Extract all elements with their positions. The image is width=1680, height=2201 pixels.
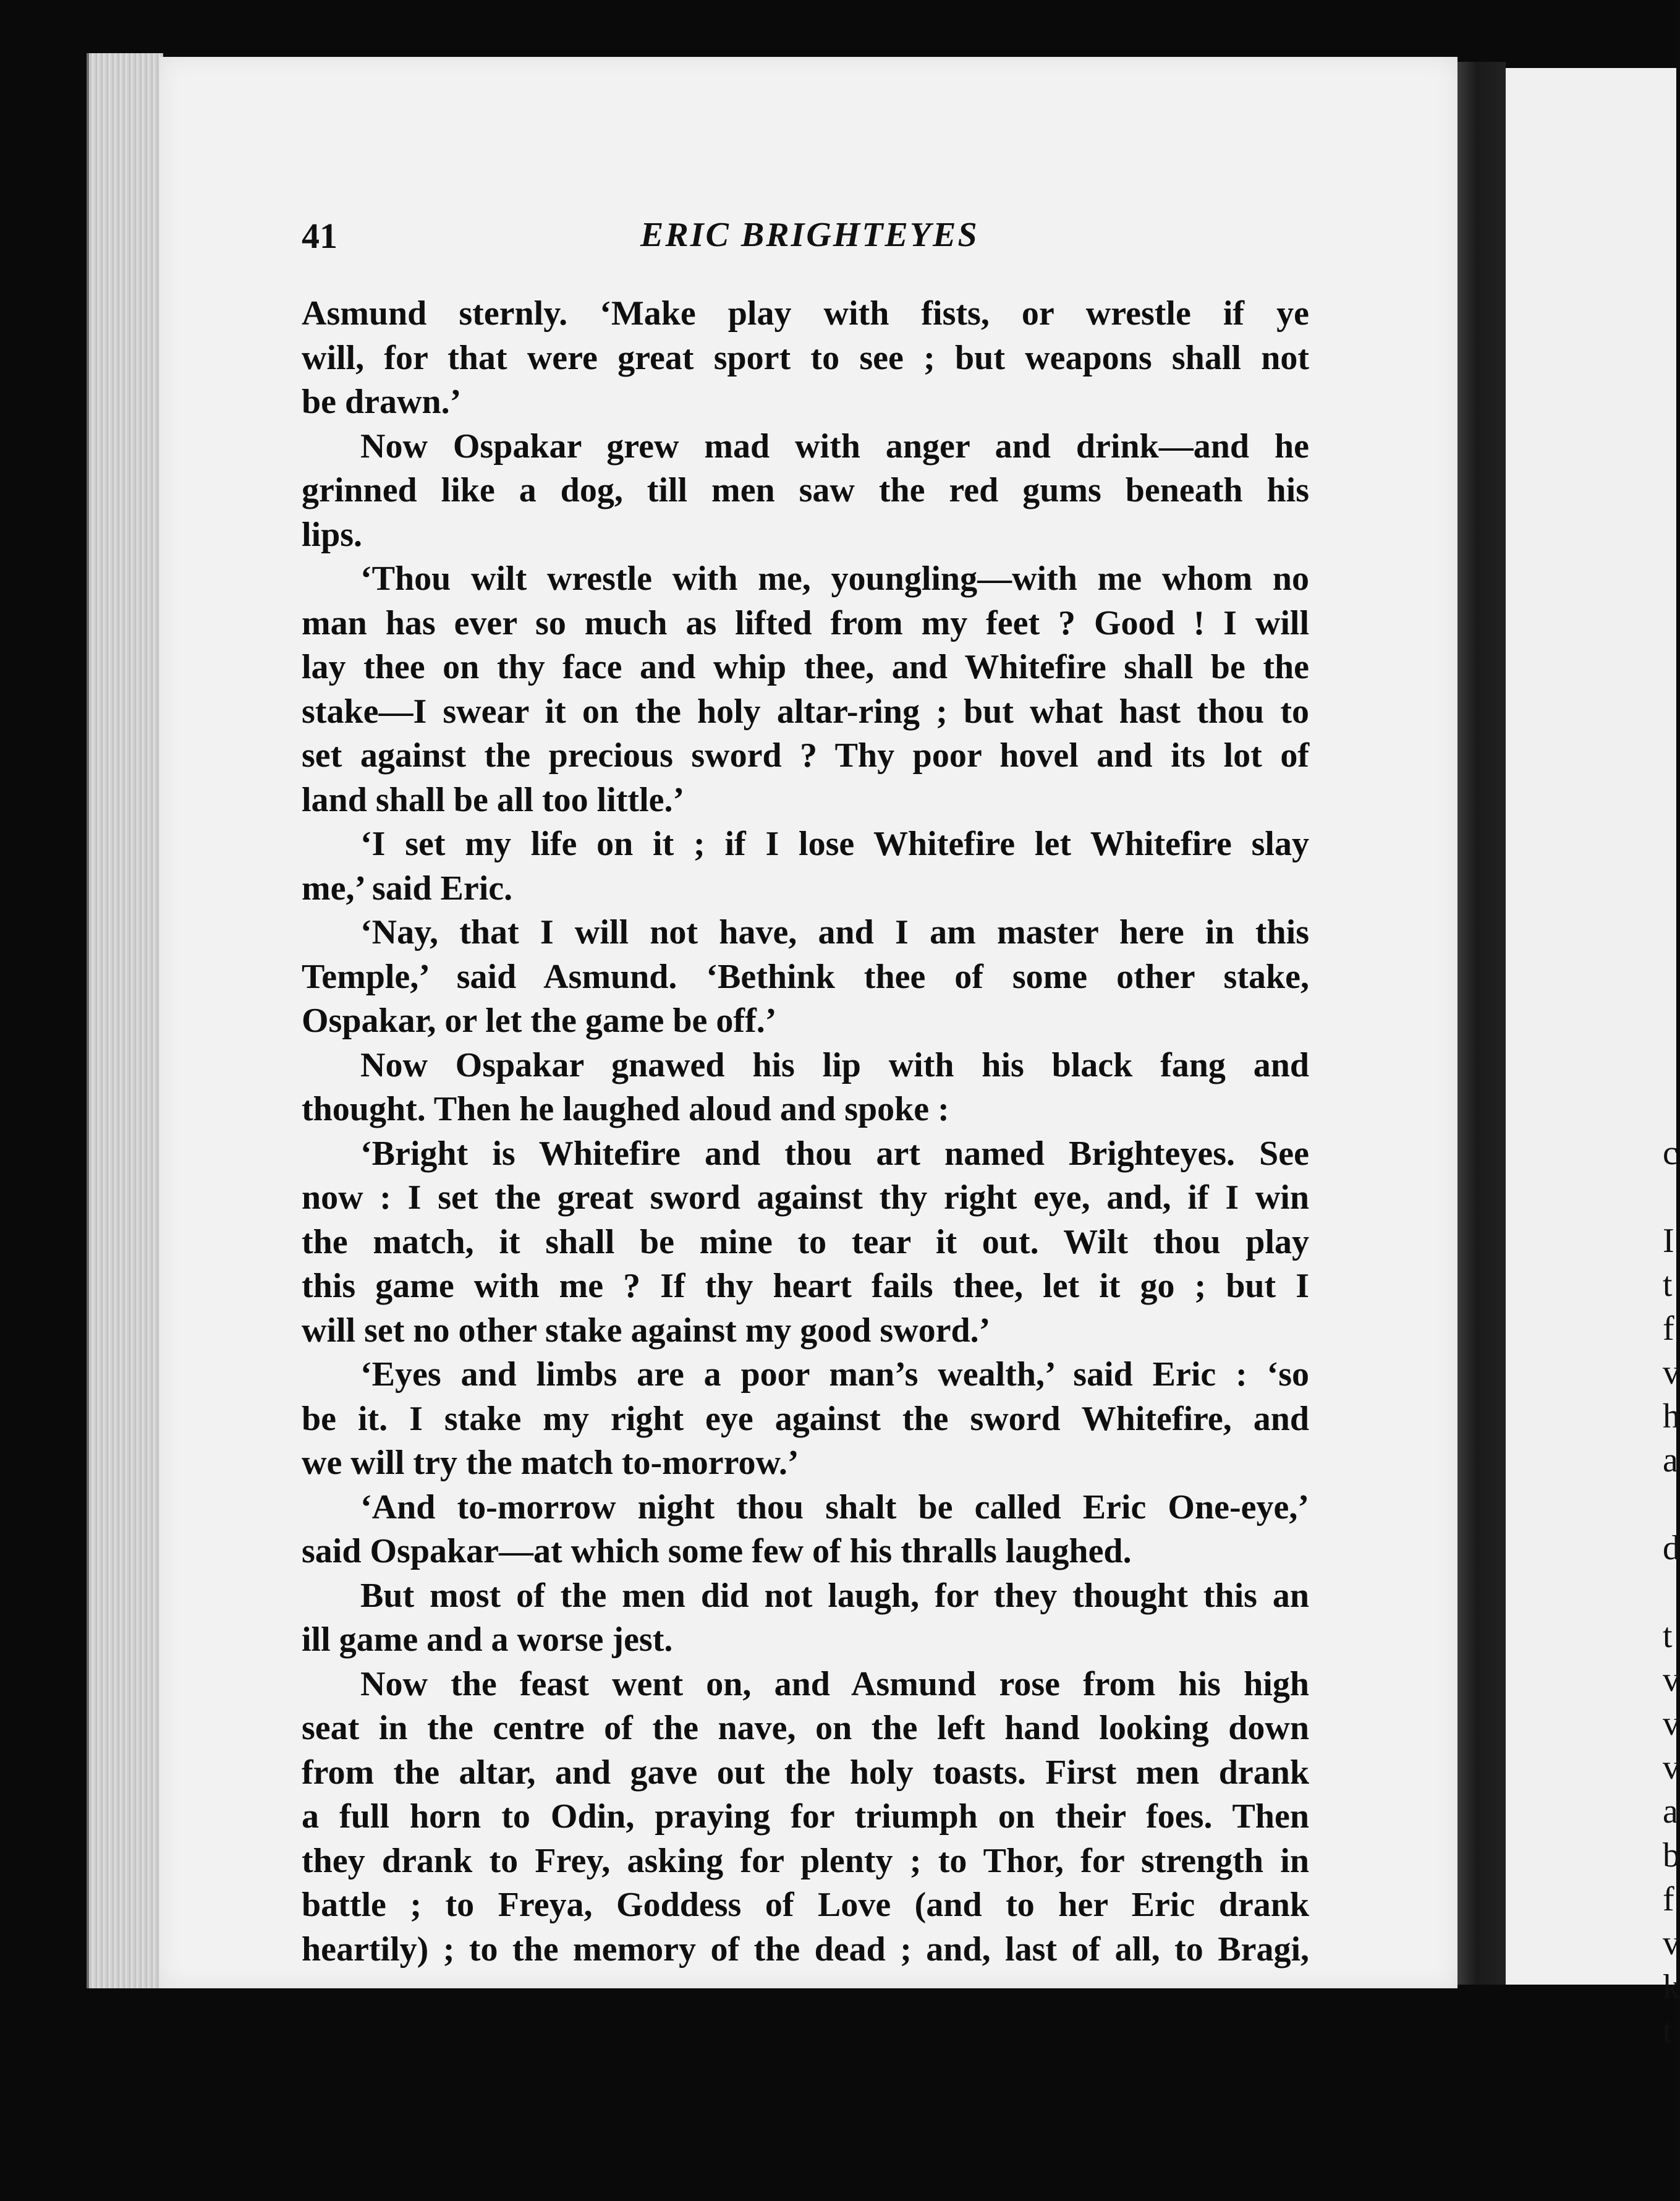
fragment-line: t — [1663, 1617, 1673, 1655]
fragment-line: h — [1663, 1397, 1680, 1436]
text-line: Now Ospakar grew mad with anger and drink—and he — [360, 427, 1309, 466]
text-line: we will try the match to-morrow.’ — [302, 1444, 799, 1482]
text-line: will set no other stake against my good sword.’ — [302, 1311, 991, 1350]
text-line: be drawn.’ — [302, 383, 462, 421]
fragment-line — [1663, 1175, 1676, 1219]
running-title: ERIC BRIGHTEYES — [640, 216, 979, 254]
fragment-line: k — [1663, 1968, 1680, 2006]
fragment-line: c — [1663, 1134, 1678, 1172]
text-line: Ospakar, or let the game be off.’ — [302, 1002, 777, 1040]
fragment-line: v — [1663, 1924, 1680, 1962]
fragment-line: f — [1663, 1880, 1674, 1918]
fragment-line: a — [1663, 1792, 1678, 1831]
text-line: Asmund sternly. ‘Make play with fists, or wrestle if ye — [302, 294, 1309, 333]
fragment-line: b — [1663, 1836, 1680, 1875]
text-line: But most of the men did not laugh, for they thought this an — [360, 1576, 1309, 1615]
fragment-line: t — [1663, 1266, 1673, 1304]
fragment-line: v — [1663, 1661, 1680, 1699]
text-line: ‘I set my life on it ; if I lose Whitefire let Whitefire slay — [360, 825, 1309, 863]
text-line: set against the precious sword ? Thy poor hovel and its lot of — [302, 736, 1309, 775]
fragment-line: v — [1663, 1748, 1680, 1787]
fragment-line: v — [1663, 1353, 1680, 1392]
text-line: the match, it shall be mine to tear it out. Wilt thou play — [302, 1222, 1309, 1261]
fragment-line — [1663, 1483, 1676, 1526]
text-line: me,’ said Eric. — [302, 869, 513, 908]
text-line: battle ; to Freya, Goddess of Love (and to her Eric drank — [302, 1886, 1309, 1924]
text-line: ill game and a worse jest. — [302, 1620, 673, 1659]
fragment-line: d — [1663, 1529, 1680, 1567]
book-page-edges — [87, 53, 163, 1988]
facing-page-text-fragments — [1663, 1131, 1680, 2053]
fragment-line: v — [1663, 1705, 1680, 1743]
text-line: stake—I swear it on the holy altar-ring ; but what hast thou to — [302, 692, 1309, 731]
page-header — [302, 215, 1309, 265]
text-line: from the altar, and gave out the holy toasts. First men drank — [302, 1753, 1309, 1792]
text-line: ‘Thou wilt wrestle with me, youngling—with me whom no — [360, 560, 1309, 598]
fragment-line: t — [1663, 2012, 1673, 2050]
text-line: a full horn to Odin, praying for triumph on their foes. Then — [302, 1797, 1309, 1836]
text-line: ‘Bright is Whitefire and thou art named Brighteyes. See — [360, 1134, 1309, 1173]
fragment-line: a — [1663, 1441, 1678, 1479]
text-line: be it. I stake my right eye against the sword Whitefire, and — [302, 1399, 1309, 1438]
fragment-line: f — [1663, 1309, 1674, 1348]
text-line: ‘And to-morrow night thou shalt be called Eric One-eye,’ — [360, 1488, 1309, 1526]
facing-page — [1506, 68, 1680, 1985]
text-line: lay thee on thy face and whip thee, and Whitefire shall be the — [302, 648, 1309, 686]
text-line: will, for that were great sport to see ; but weapons shall not — [302, 338, 1309, 377]
text-line: grinned like a dog, till men saw the red gums beneath his — [302, 471, 1309, 509]
text-line: they drank to Frey, asking for plenty ; to Thor, for strength in — [302, 1841, 1309, 1880]
text-line: thought. Then he laughed aloud and spoke : — [302, 1090, 949, 1128]
text-line: lips. — [302, 515, 363, 554]
fragment-line — [1663, 1570, 1676, 1614]
text-line: man has ever so much as lifted from my feet ? Good ! I will — [302, 603, 1309, 642]
fragment-line: I — [1663, 1222, 1674, 1260]
text-line: now : I set the great sword against thy right eye, and, if I win — [302, 1178, 1309, 1217]
body-text — [302, 292, 1309, 1972]
book-gutter — [1457, 62, 1506, 1985]
text-line: this game with me ? If thy heart fails thee, let it go ; but I — [302, 1267, 1309, 1305]
text-line: Now Ospakar gnawed his lip with his black fang and — [360, 1045, 1309, 1084]
text-line: Temple,’ said Asmund. ‘Bethink thee of some other stake, — [302, 957, 1309, 996]
text-line: land shall be all too little.’ — [302, 780, 685, 819]
text-line: Now the feast went on, and Asmund rose from his high — [360, 1664, 1309, 1703]
text-line: ‘Eyes and limbs are a poor man’s wealth,’ said Eric : ‘so — [360, 1355, 1309, 1394]
text-line: heartily) ; to the memory of the dead ; and, last of all, to Bragi, — [302, 1930, 1309, 1969]
text-line: said Ospakar—at which some few of his thralls laughed. — [302, 1532, 1132, 1570]
text-line: seat in the centre of the nave, on the left hand looking down — [302, 1709, 1309, 1747]
text-line: ‘Nay, that I will not have, and I am master here in this — [360, 913, 1309, 951]
page-number: 41 — [302, 216, 337, 256]
